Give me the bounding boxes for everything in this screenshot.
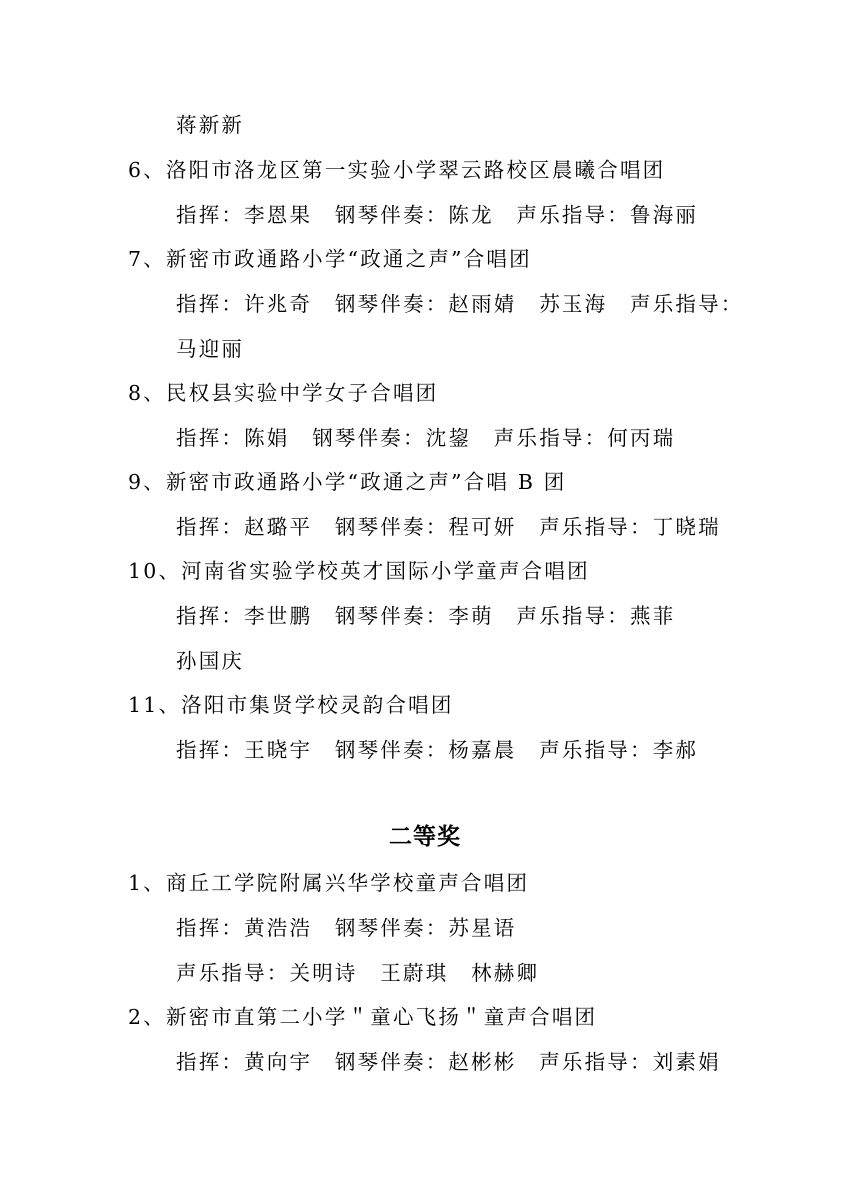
entry-credits: 指挥：黄浩浩 钢琴伴奏：苏星语 bbox=[176, 916, 517, 940]
entry-credits: 指挥：许兆奇 钢琴伴奏：赵雨婧 苏玉海 声乐指导： bbox=[176, 292, 744, 316]
entry-title: 7、新密市政通路小学“政通之声”合唱团 bbox=[128, 247, 532, 271]
entry-credits-continued: 声乐指导：关明诗 王蔚琪 林赫卿 bbox=[176, 961, 540, 985]
entry-title: 1、商丘工学院附属兴华学校童声合唱团 bbox=[128, 871, 530, 895]
entry-credits-continued: 孙国庆 bbox=[176, 649, 245, 673]
entry-credits: 指挥：李恩果 钢琴伴奏：陈龙 声乐指导：鲁海丽 bbox=[176, 203, 699, 227]
entry-title: 2、新密市直第二小学＂童心飞扬＂童声合唱团 bbox=[128, 1005, 598, 1029]
entry-credits-continued: 马迎丽 bbox=[176, 337, 245, 361]
entry-credits: 指挥：陈娟 钢琴伴奏：沈鋆 声乐指导：何丙瑞 bbox=[176, 426, 676, 450]
entry-credits: 指挥：黄向宇 钢琴伴奏：赵彬彬 声乐指导：刘素娟 bbox=[176, 1050, 721, 1074]
text-line: 蒋新新 bbox=[176, 113, 245, 137]
entry-credits: 指挥：王晓宇 钢琴伴奏：杨嘉晨 声乐指导：李郝 bbox=[176, 738, 699, 762]
entry-title: 11、洛阳市集贤学校灵韵合唱团 bbox=[128, 693, 454, 717]
entry-credits: 指挥：李世鹏 钢琴伴奏：李萌 声乐指导：燕菲 bbox=[176, 604, 676, 628]
entry-title: 8、民权县实验中学女子合唱团 bbox=[128, 381, 439, 405]
entry-credits: 指挥：赵璐平 钢琴伴奏：程可妍 声乐指导：丁晓瑞 bbox=[176, 515, 721, 539]
entry-title: 10、河南省实验学校英才国际小学童声合唱团 bbox=[128, 559, 590, 583]
entry-title: 9、新密市政通路小学“政通之声”合唱 B 团 bbox=[128, 470, 567, 494]
entry-title: 6、洛阳市洛龙区第一实验小学翠云路校区晨曦合唱团 bbox=[128, 158, 666, 182]
section-heading: 二等奖 bbox=[389, 824, 461, 850]
